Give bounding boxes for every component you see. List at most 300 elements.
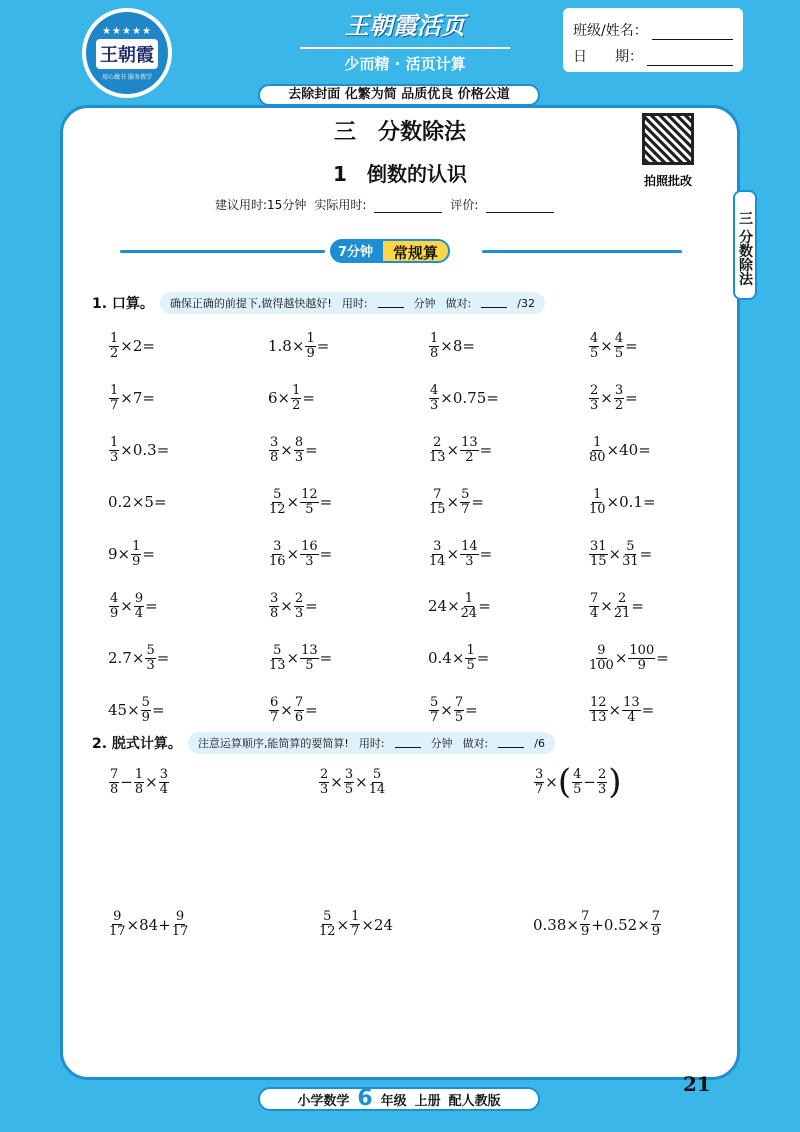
oral-problem bbox=[428, 580, 588, 632]
section1-header bbox=[92, 292, 545, 314]
footer-edition: 配人教版 bbox=[448, 1093, 501, 1109]
denominator: 3 bbox=[597, 781, 607, 797]
fraction bbox=[109, 384, 119, 413]
expr-text: = bbox=[305, 441, 318, 459]
fraction bbox=[294, 592, 304, 621]
denominator: 5 bbox=[454, 709, 464, 725]
oral-problem bbox=[268, 580, 428, 632]
fraction bbox=[294, 436, 304, 465]
expr-text: 9× bbox=[108, 545, 131, 563]
expr-text: = bbox=[305, 701, 318, 719]
denominator: 15 bbox=[590, 553, 607, 569]
qr-label: 拍照批改 bbox=[643, 174, 692, 188]
numerator: 7 bbox=[590, 590, 599, 606]
divider-right bbox=[482, 250, 682, 253]
stepwise-row-2 bbox=[108, 910, 708, 939]
numerator: 1 bbox=[110, 382, 119, 398]
denominator: 15 bbox=[429, 501, 446, 517]
slogan-banner: 去除封面 化繁为简 品质优良 价格公道 bbox=[258, 84, 540, 106]
fraction bbox=[614, 592, 631, 621]
numerator: 3 bbox=[270, 434, 279, 450]
stepwise-row-1 bbox=[108, 762, 708, 802]
denominator: 8 bbox=[110, 781, 119, 797]
section1-time-field[interactable] bbox=[378, 298, 404, 308]
oral-problem bbox=[268, 424, 428, 476]
footer-subject: 小学数学 bbox=[297, 1093, 350, 1109]
expr-text: = bbox=[156, 649, 170, 667]
expr-text: ×0.3= bbox=[120, 441, 170, 459]
numerator: 3 bbox=[270, 590, 279, 606]
denominator: 7 bbox=[110, 397, 119, 413]
fraction bbox=[269, 696, 279, 725]
fraction bbox=[344, 768, 354, 797]
expr-text: 0.38× bbox=[533, 915, 579, 934]
expr-text: × bbox=[600, 389, 613, 407]
oral-problem bbox=[268, 320, 428, 372]
numerator: 3 bbox=[273, 538, 282, 554]
numerator: 1 bbox=[132, 538, 141, 554]
fraction bbox=[460, 540, 479, 569]
expr-text: ×2= bbox=[120, 337, 155, 355]
expr-text: × bbox=[545, 773, 558, 791]
fraction bbox=[589, 332, 599, 361]
section2-time-unit: 分钟 bbox=[430, 737, 453, 750]
fraction bbox=[589, 436, 606, 465]
fraction bbox=[614, 384, 624, 413]
fraction bbox=[294, 696, 304, 725]
denominator: 3 bbox=[430, 397, 439, 413]
denominator: 8 bbox=[134, 781, 144, 797]
numerator: 1 bbox=[292, 382, 301, 398]
denominator: 10 bbox=[589, 501, 606, 517]
expr-text: ×7= bbox=[120, 389, 155, 407]
denominator: 2 bbox=[110, 345, 119, 361]
class-name-field[interactable] bbox=[652, 24, 733, 40]
fraction bbox=[429, 540, 446, 569]
expr-text: = bbox=[319, 545, 333, 563]
denominator: 31 bbox=[622, 553, 639, 569]
expr-text: = bbox=[319, 649, 333, 667]
oral-problem bbox=[108, 528, 268, 580]
numerator: 8 bbox=[294, 434, 304, 450]
expr-text: 24× bbox=[428, 597, 460, 615]
numerator: 5 bbox=[626, 538, 635, 554]
numerator: 31 bbox=[590, 538, 607, 554]
numerator: 4 bbox=[573, 766, 582, 782]
fraction bbox=[589, 644, 614, 673]
oral-problem bbox=[108, 632, 268, 684]
fraction bbox=[109, 592, 119, 621]
denominator: 8 bbox=[270, 605, 279, 621]
denominator: 8 bbox=[270, 449, 279, 465]
numerator: 1 bbox=[351, 909, 360, 924]
denominator: 4 bbox=[627, 709, 636, 725]
expr-text: = bbox=[479, 441, 493, 459]
fraction bbox=[350, 910, 360, 939]
fraction bbox=[460, 436, 479, 465]
denominator: 5 bbox=[590, 345, 599, 361]
fraction bbox=[614, 332, 624, 361]
numerator: 2 bbox=[433, 434, 442, 450]
fraction bbox=[429, 384, 439, 413]
oral-problem bbox=[428, 684, 588, 736]
oral-problem bbox=[588, 528, 748, 580]
expr-text: ×0.75= bbox=[440, 389, 499, 407]
numerator: 5 bbox=[141, 694, 150, 710]
numerator: 1 bbox=[430, 330, 439, 346]
fraction bbox=[622, 540, 639, 569]
denominator: 3 bbox=[294, 449, 304, 465]
numerator: 3 bbox=[344, 766, 354, 782]
oral-problem bbox=[588, 632, 748, 684]
oral-problem bbox=[588, 372, 748, 424]
denominator: 24 bbox=[460, 605, 478, 621]
expr-text: = bbox=[641, 701, 655, 719]
suggested-time: 建议用时:15分钟 bbox=[215, 198, 307, 212]
expr-text: ×84+ bbox=[126, 915, 171, 934]
denominator: 3 bbox=[110, 449, 119, 465]
oral-problem bbox=[588, 580, 748, 632]
oral-problem bbox=[108, 684, 268, 736]
section2-tip bbox=[188, 732, 555, 754]
expr-text: × bbox=[614, 649, 628, 667]
fraction bbox=[159, 768, 169, 797]
expr-text: 6× bbox=[268, 389, 291, 407]
fraction bbox=[172, 910, 189, 939]
expr-text: = bbox=[316, 337, 330, 355]
timing-row bbox=[215, 196, 554, 213]
fraction bbox=[109, 910, 126, 939]
denominator: 5 bbox=[344, 781, 354, 797]
logo-subtext: 用心做书 服务教学 bbox=[102, 73, 152, 81]
numerator: 1 bbox=[593, 486, 602, 502]
numerator: 16 bbox=[301, 538, 318, 554]
expr-text: 1.8× bbox=[268, 337, 305, 355]
numerator: 1 bbox=[466, 642, 475, 658]
oral-problem bbox=[268, 372, 428, 424]
oral-problem bbox=[428, 476, 588, 528]
numerator: 14 bbox=[461, 538, 478, 554]
denominator: 80 bbox=[589, 449, 606, 465]
denominator: 14 bbox=[368, 781, 386, 797]
denominator: 9 bbox=[580, 924, 590, 939]
brand-subtitle: 少而精 · 活页计算 bbox=[300, 47, 510, 74]
denominator: 5 bbox=[305, 657, 314, 673]
oral-problem bbox=[108, 320, 268, 372]
fraction bbox=[141, 696, 151, 725]
denominator: 16 bbox=[269, 553, 286, 569]
expr-text: = bbox=[478, 597, 491, 615]
expr-text: = bbox=[302, 389, 315, 407]
numerator: 100 bbox=[629, 642, 655, 658]
section1-tip-text: 确保正确的前提下,做得越快越好! bbox=[169, 297, 332, 310]
oral-problem bbox=[268, 476, 428, 528]
numerator: 13 bbox=[301, 642, 318, 658]
expr-text: = bbox=[479, 545, 493, 563]
section1-correct-field[interactable] bbox=[481, 298, 507, 308]
denominator: 9 bbox=[132, 553, 141, 569]
footer-grade-suffix: 年级 bbox=[380, 1093, 407, 1109]
fraction bbox=[589, 540, 608, 569]
divider-left bbox=[120, 250, 325, 253]
student-info-box bbox=[563, 8, 743, 72]
expr-text: = bbox=[151, 701, 165, 719]
denominator: 3 bbox=[305, 553, 314, 569]
denominator: 2 bbox=[292, 397, 301, 413]
fraction bbox=[628, 644, 655, 673]
expr-text: = bbox=[305, 597, 318, 615]
denominator: 3 bbox=[590, 397, 599, 413]
expr-text: = bbox=[476, 649, 490, 667]
denominator: 4 bbox=[134, 605, 144, 621]
numerator: 4 bbox=[110, 590, 119, 606]
stepwise-problem bbox=[533, 762, 708, 802]
denominator: 9 bbox=[637, 657, 646, 673]
expr-text: × bbox=[286, 649, 300, 667]
expr-text: × bbox=[600, 597, 613, 615]
denominator: 9 bbox=[110, 605, 119, 621]
expr-text: 0.4× bbox=[428, 649, 465, 667]
badge-time: 7分钟 bbox=[330, 239, 381, 263]
denominator: 3 bbox=[294, 605, 304, 621]
numerator: 5 bbox=[323, 909, 332, 924]
denominator: 13 bbox=[590, 709, 607, 725]
date-label: 日 期： bbox=[573, 49, 643, 65]
fraction bbox=[597, 768, 607, 797]
brand-block bbox=[300, 6, 510, 74]
fraction bbox=[651, 910, 661, 939]
numerator: 7 bbox=[580, 909, 590, 924]
stepwise-problem bbox=[318, 765, 533, 799]
expr-text: × bbox=[286, 545, 300, 563]
publisher-logo bbox=[82, 8, 172, 98]
expr-text: − bbox=[583, 773, 596, 791]
fraction bbox=[291, 384, 301, 413]
expr-text: × bbox=[120, 597, 133, 615]
expr-text: = bbox=[142, 545, 155, 563]
expr-text: × bbox=[145, 773, 158, 791]
expr-text: 45× bbox=[108, 701, 140, 719]
section2-time-field[interactable] bbox=[395, 738, 421, 748]
oral-problem bbox=[588, 684, 748, 736]
expr-text: × bbox=[355, 773, 368, 791]
fraction bbox=[131, 540, 141, 569]
actual-time-field[interactable] bbox=[374, 201, 442, 213]
lesson-title: 1 倒数的认识 bbox=[333, 162, 467, 186]
fraction bbox=[534, 768, 544, 797]
denominator: 7 bbox=[351, 924, 360, 939]
oral-problem bbox=[428, 632, 588, 684]
section2-correct-label: 做对: bbox=[462, 737, 489, 750]
oral-problem bbox=[108, 372, 268, 424]
denominator: 21 bbox=[613, 605, 631, 621]
expr-text: × bbox=[280, 701, 293, 719]
logo-text: 王朝霞 bbox=[96, 39, 158, 69]
numerator: 7 bbox=[433, 486, 442, 502]
numerator: 4 bbox=[614, 330, 624, 346]
expr-text: × bbox=[280, 441, 293, 459]
denominator: 17 bbox=[171, 924, 189, 939]
date-row bbox=[573, 40, 733, 66]
footer-volume: 上册 bbox=[414, 1093, 441, 1109]
numerator: 7 bbox=[651, 909, 661, 924]
denominator: 5 bbox=[573, 781, 582, 797]
expr-text: × bbox=[446, 545, 460, 563]
numerator: 4 bbox=[590, 330, 599, 346]
numerator: 2 bbox=[590, 382, 599, 398]
numerator: 6 bbox=[270, 694, 279, 710]
fraction bbox=[319, 768, 329, 797]
denominator: 13 bbox=[269, 657, 286, 673]
fraction bbox=[589, 384, 599, 413]
denominator: 7 bbox=[430, 709, 439, 725]
denominator: 14 bbox=[429, 553, 446, 569]
numerator: 7 bbox=[110, 766, 119, 782]
expr-text: = bbox=[145, 597, 158, 615]
footer-grade: 6 bbox=[357, 1086, 373, 1111]
fraction bbox=[461, 592, 478, 621]
denominator: 12 bbox=[319, 924, 336, 939]
numerator: 9 bbox=[113, 909, 122, 924]
numerator: 1 bbox=[464, 590, 474, 606]
class-name-row bbox=[573, 14, 733, 40]
denominator: 3 bbox=[320, 781, 329, 797]
oral-problem bbox=[588, 424, 748, 476]
section2-tip-text: 注意运算顺序,能简算的要简算! bbox=[197, 737, 349, 750]
section1-title: 1. 口算。 bbox=[92, 296, 154, 312]
denominator: 2 bbox=[614, 397, 624, 413]
expr-text: ×8= bbox=[440, 337, 475, 355]
numerator: 9 bbox=[134, 590, 144, 606]
numerator: 2 bbox=[294, 590, 304, 606]
section1-time-unit: 分钟 bbox=[413, 297, 436, 310]
expr-text: 2.7× bbox=[108, 649, 145, 667]
numerator: 5 bbox=[461, 486, 470, 502]
oral-problem bbox=[108, 476, 268, 528]
denominator: 8 bbox=[430, 345, 439, 361]
denominator: 7 bbox=[461, 501, 470, 517]
fraction bbox=[269, 592, 279, 621]
stepwise-problem bbox=[318, 910, 533, 939]
denominator: 5 bbox=[614, 345, 624, 361]
denominator: 3 bbox=[465, 553, 474, 569]
numerator: 5 bbox=[273, 486, 282, 502]
denominator: 9 bbox=[306, 345, 315, 361]
section2-correct-field[interactable] bbox=[498, 738, 524, 748]
fraction bbox=[319, 910, 336, 939]
fraction bbox=[269, 644, 286, 673]
oral-problem bbox=[588, 476, 748, 528]
expr-text: = bbox=[625, 389, 638, 407]
date-field[interactable] bbox=[647, 50, 733, 66]
oral-problem bbox=[428, 372, 588, 424]
fraction bbox=[580, 910, 590, 939]
section2-header bbox=[92, 732, 555, 754]
expr-text: = bbox=[471, 493, 484, 511]
expr-text: × bbox=[600, 337, 613, 355]
fraction bbox=[572, 768, 582, 797]
numerator: 1 bbox=[593, 434, 602, 450]
evaluation-label: 评价: bbox=[450, 198, 479, 212]
stepwise-problem bbox=[108, 765, 318, 799]
denominator: 5 bbox=[466, 657, 475, 673]
footer-banner bbox=[258, 1087, 540, 1111]
oral-problem bbox=[428, 528, 588, 580]
numerator: 7 bbox=[454, 694, 464, 710]
oral-problems-grid bbox=[108, 320, 668, 736]
denominator: 4 bbox=[159, 781, 168, 797]
section2-title: 2. 脱式计算。 bbox=[92, 736, 182, 752]
denominator: 7 bbox=[270, 709, 279, 725]
fraction bbox=[109, 436, 119, 465]
fraction bbox=[622, 696, 641, 725]
numerator: 5 bbox=[273, 642, 282, 658]
expr-text: × bbox=[336, 915, 350, 934]
brand-title: 王朝霞活页 bbox=[345, 11, 465, 40]
fraction bbox=[369, 768, 386, 797]
numerator: 13 bbox=[461, 434, 478, 450]
fraction bbox=[589, 488, 606, 517]
numerator: 5 bbox=[146, 642, 155, 658]
expr-text: = bbox=[625, 337, 638, 355]
expr-text: 0.2×5= bbox=[108, 493, 167, 511]
numerator: 4 bbox=[430, 382, 439, 398]
section1-time-label: 用时: bbox=[341, 297, 368, 310]
fraction bbox=[429, 696, 439, 725]
numerator: 7 bbox=[294, 694, 304, 710]
numerator: 3 bbox=[159, 766, 168, 782]
oral-problem bbox=[268, 632, 428, 684]
fraction bbox=[300, 488, 319, 517]
evaluation-field[interactable] bbox=[486, 201, 554, 213]
fraction bbox=[134, 768, 144, 797]
oral-problem bbox=[268, 528, 428, 580]
expr-text: × bbox=[286, 493, 300, 511]
fraction bbox=[429, 436, 446, 465]
section1-tip bbox=[160, 292, 545, 314]
expr-text: ×0.1= bbox=[606, 493, 656, 511]
oral-problem bbox=[428, 320, 588, 372]
fraction bbox=[269, 540, 286, 569]
fraction bbox=[454, 696, 464, 725]
oral-problem bbox=[108, 580, 268, 632]
denominator: 100 bbox=[589, 657, 614, 673]
denominator: 12 bbox=[269, 501, 286, 517]
expr-text: − bbox=[120, 773, 133, 791]
section-badge bbox=[330, 237, 478, 265]
expr-text: = bbox=[465, 701, 478, 719]
numerator: 9 bbox=[175, 909, 185, 924]
expr-text: × bbox=[446, 493, 460, 511]
fraction bbox=[460, 488, 470, 517]
fraction bbox=[109, 768, 119, 797]
expr-text: × bbox=[608, 545, 622, 563]
fraction bbox=[429, 332, 439, 361]
expr-text: +0.52× bbox=[591, 915, 650, 934]
page-number: 21 bbox=[683, 1072, 711, 1096]
expr-text: × bbox=[446, 441, 460, 459]
numerator: 1 bbox=[110, 434, 119, 450]
expr-text: × bbox=[280, 597, 293, 615]
numerator: 9 bbox=[597, 642, 606, 658]
numerator: 1 bbox=[134, 766, 144, 782]
denominator: 9 bbox=[141, 709, 150, 725]
fraction bbox=[109, 332, 119, 361]
fraction bbox=[145, 644, 155, 673]
actual-time-label: 实际用时: bbox=[314, 198, 367, 212]
numerator: 13 bbox=[623, 694, 640, 710]
expr-text: = bbox=[639, 545, 653, 563]
